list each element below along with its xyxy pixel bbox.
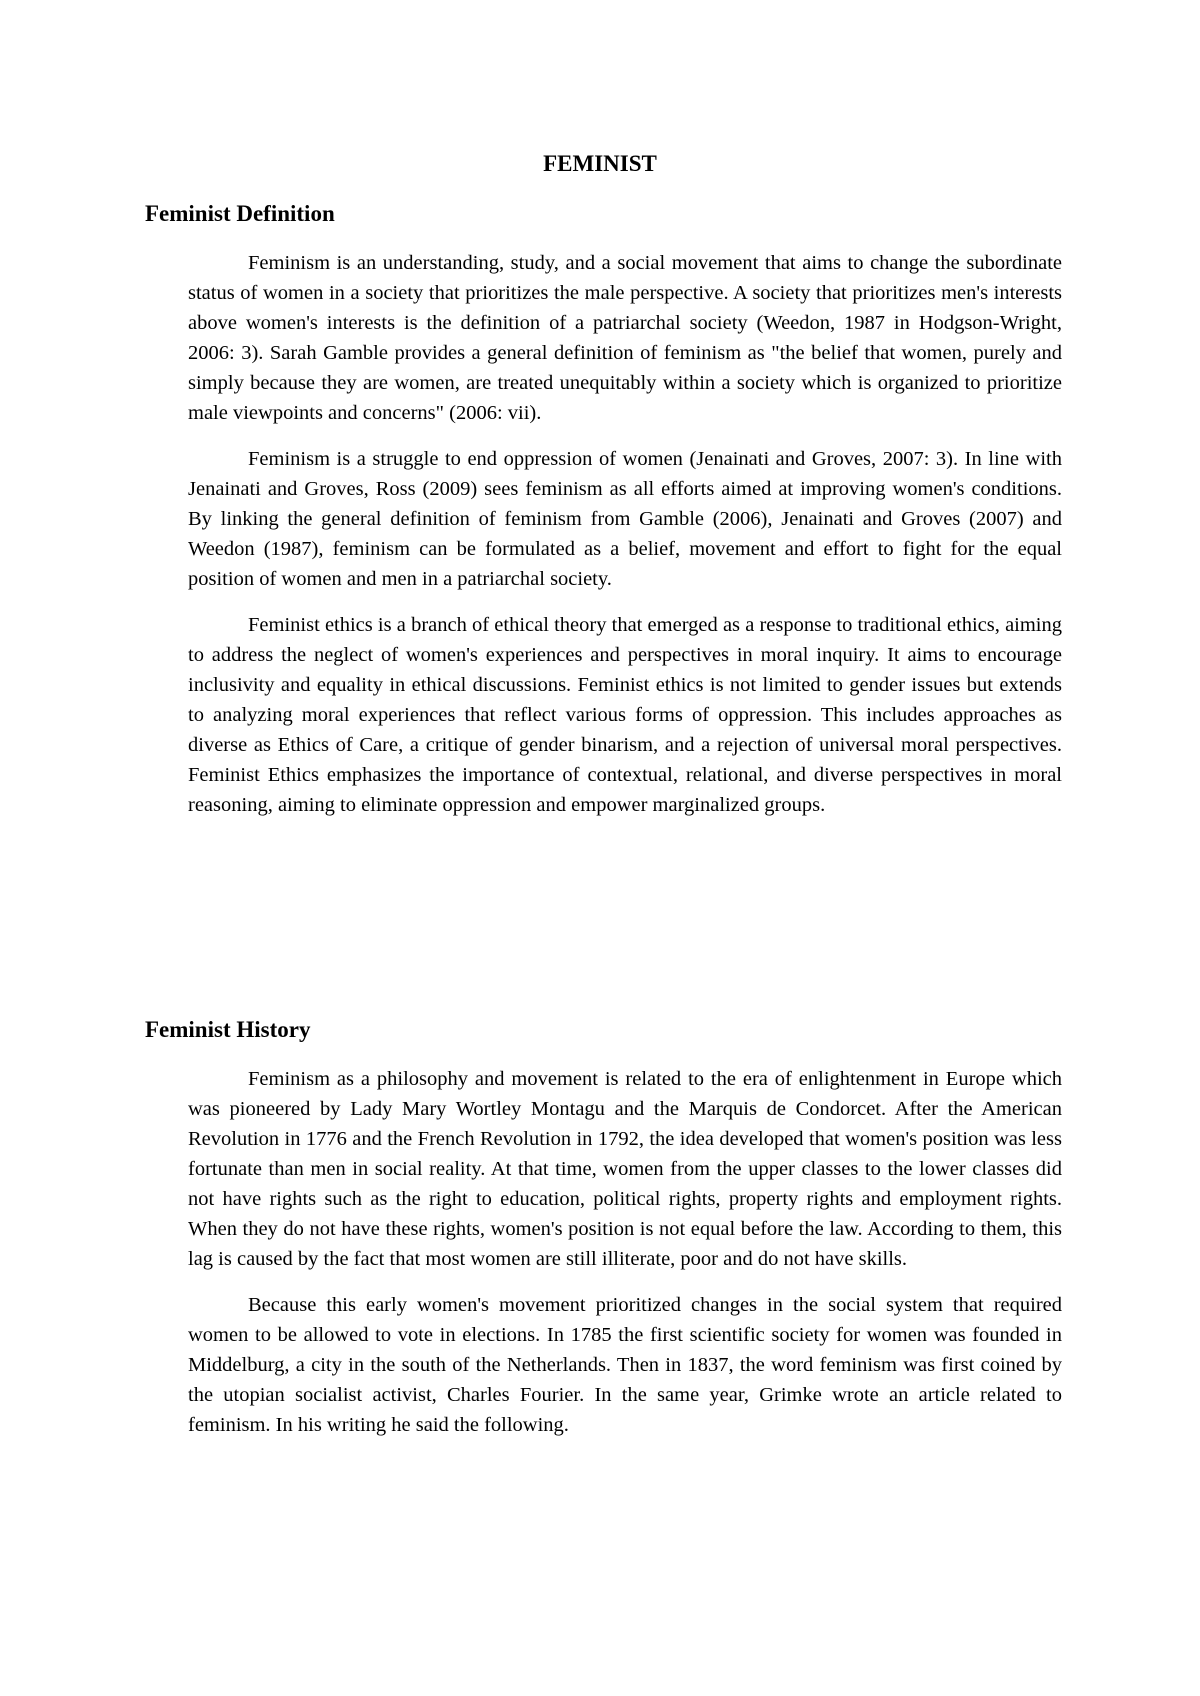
paragraph: Feminism is a struggle to end oppression of women (Jenainati and Groves, 2007: 3). In line with Jenainati and Groves, Ross (2009) sees feminism as all efforts aimed at improving women's conditions. By linking the general definition of feminism from Gamble (2006), Jenainati and Groves (2007) and Weedon (1987), feminism can be formulated as a belief, movement and effort to fight for the equal position of women and men in a patriarchal society. <box>188 448 1062 590</box>
paragraph: Feminism is an understanding, study, and a social movement that aims to change the subordinate status of women in a society that prioritizes the male perspective. A society that prioritizes men's interests above women's interests is the definition of a patriarchal society (Weedon, 1987 in Hodgson-Wright, 2006: 3). Sarah Gamble provides a general definition of feminism as "the belief that women, purely and simply because they are women, are treated unequitably within a society which is organized to prioritize male viewpoints and concerns" (2006: vii). <box>188 252 1062 424</box>
section-body-feminist-definition <box>188 248 1062 836</box>
paragraph: Because this early women's movement prioritized changes in the social system that required women to be allowed to vote in elections. In 1785 the first scientific society for women was founded in Middelburg, a city in the south of the Netherlands. Then in 1837, the word feminism was first coined by the utopian socialist activist, Charles Fourier. In the same year, Grimke wrote an article related to feminism. In his writing he said the following. <box>188 1294 1062 1436</box>
document-title: FEMINIST <box>543 151 657 176</box>
section-heading-feminist-definition: Feminist Definition <box>145 201 335 226</box>
section-heading-feminist-history: Feminist History <box>145 1017 311 1042</box>
section-body-feminist-history <box>188 1064 1062 1456</box>
paragraph: Feminism as a philosophy and movement is related to the era of enlightenment in Europe which was pioneered by Lady Mary Wortley Montagu and the Marquis de Condorcet. After the American Revolution in 1776 and the French Revolution in 1792, the idea developed that women's position was less fortunate than men in social reality. At that time, women from the upper classes to the lower classes did not have rights such as the right to education, political rights, property rights and employment rights. When they do not have these rights, women's position is not equal before the law. According to them, this lag is caused by the fact that most women are still illiterate, poor and do not have skills. <box>188 1068 1062 1270</box>
paragraph: Feminist ethics is a branch of ethical theory that emerged as a response to traditional ethics, aiming to address the neglect of women's experiences and perspectives in moral inquiry. It aims to encourage inclusivity and equality in ethical discussions. Feminist ethics is not limited to gender issues but extends to analyzing moral experiences that reflect various forms of oppression. This includes approaches as diverse as Ethics of Care, a critique of gender binarism, and a rejection of universal moral perspectives. Feminist Ethics emphasizes the importance of contextual, relational, and diverse perspectives in moral reasoning, aiming to eliminate oppression and empower marginalized groups. <box>188 614 1062 816</box>
